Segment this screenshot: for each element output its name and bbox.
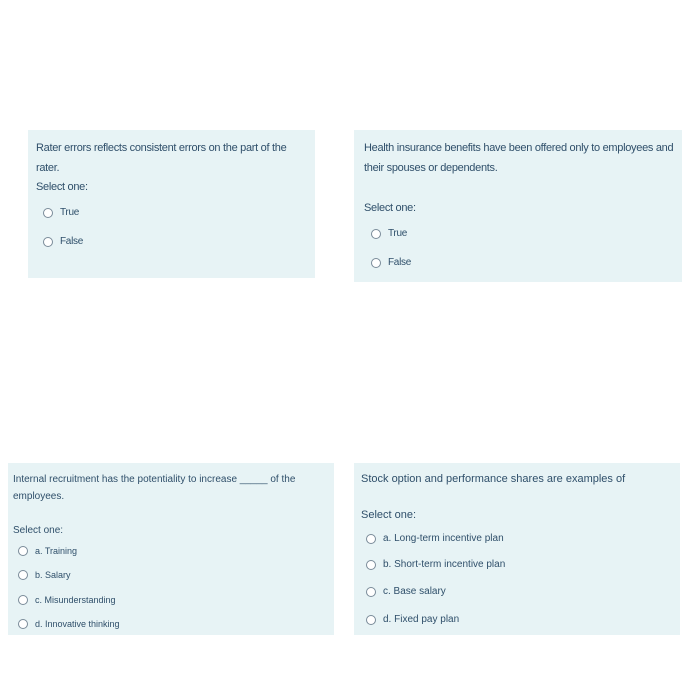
question-card-3: [8, 463, 334, 635]
radio-button-icon[interactable]: [18, 546, 28, 556]
option-c-4[interactable]: [366, 586, 446, 597]
option-false-2[interactable]: [371, 257, 411, 268]
option-b-4[interactable]: [366, 559, 505, 570]
select-one-label-1: Select one:: [36, 181, 88, 193]
option-a-3[interactable]: [18, 546, 77, 556]
option-label: a. Training: [35, 546, 78, 556]
option-label: b. Short-term incentive plan: [383, 559, 506, 570]
option-label: c. Base salary: [383, 586, 446, 597]
radio-button-icon[interactable]: [371, 229, 381, 239]
radio-button-icon[interactable]: [371, 258, 381, 268]
question-text-1: Rater errors reflects consistent errors on the part of the rater.: [36, 142, 287, 174]
option-label: False: [60, 236, 83, 247]
option-label: True: [60, 207, 79, 218]
radio-button-icon[interactable]: [366, 534, 376, 544]
option-label: b. Salary: [35, 570, 71, 580]
option-c-3[interactable]: [18, 595, 116, 605]
option-d-4[interactable]: [366, 614, 459, 625]
radio-button-icon[interactable]: [366, 587, 376, 597]
option-label: d. Innovative thinking: [35, 619, 120, 629]
question-text-3: Internal recruitment has the potentiality to increase _____ of the employees.: [13, 474, 296, 502]
select-one-label-2: Select one:: [364, 202, 416, 214]
radio-button-icon[interactable]: [366, 560, 376, 570]
select-one-label-4: Select one:: [361, 509, 417, 521]
option-label: a. Long-term incentive plan: [383, 533, 504, 544]
option-label: d. Fixed pay plan: [383, 614, 460, 625]
radio-button-icon[interactable]: [18, 595, 28, 605]
option-label: True: [388, 228, 407, 239]
question-text-4: Stock option and performance shares are examples of: [361, 473, 626, 485]
option-false-1[interactable]: [43, 236, 83, 247]
option-label: c. Misunderstanding: [35, 595, 116, 605]
radio-button-icon[interactable]: [18, 570, 28, 580]
select-one-label-3: Select one:: [13, 525, 64, 536]
radio-button-icon[interactable]: [366, 615, 376, 625]
option-label: False: [388, 257, 411, 268]
question-card-4: [354, 463, 680, 635]
radio-button-icon[interactable]: [18, 619, 28, 629]
option-d-3[interactable]: [18, 619, 120, 629]
option-true-1[interactable]: [43, 207, 79, 218]
option-true-2[interactable]: [371, 228, 407, 239]
option-a-4[interactable]: [366, 533, 504, 544]
question-card-2: [354, 130, 682, 282]
radio-button-icon[interactable]: [43, 208, 53, 218]
question-card-1: [28, 130, 315, 278]
question-text-2: Health insurance benefits have been offered only to employees and their spouses or dependents.: [364, 142, 674, 174]
option-b-3[interactable]: [18, 570, 71, 580]
radio-button-icon[interactable]: [43, 237, 53, 247]
